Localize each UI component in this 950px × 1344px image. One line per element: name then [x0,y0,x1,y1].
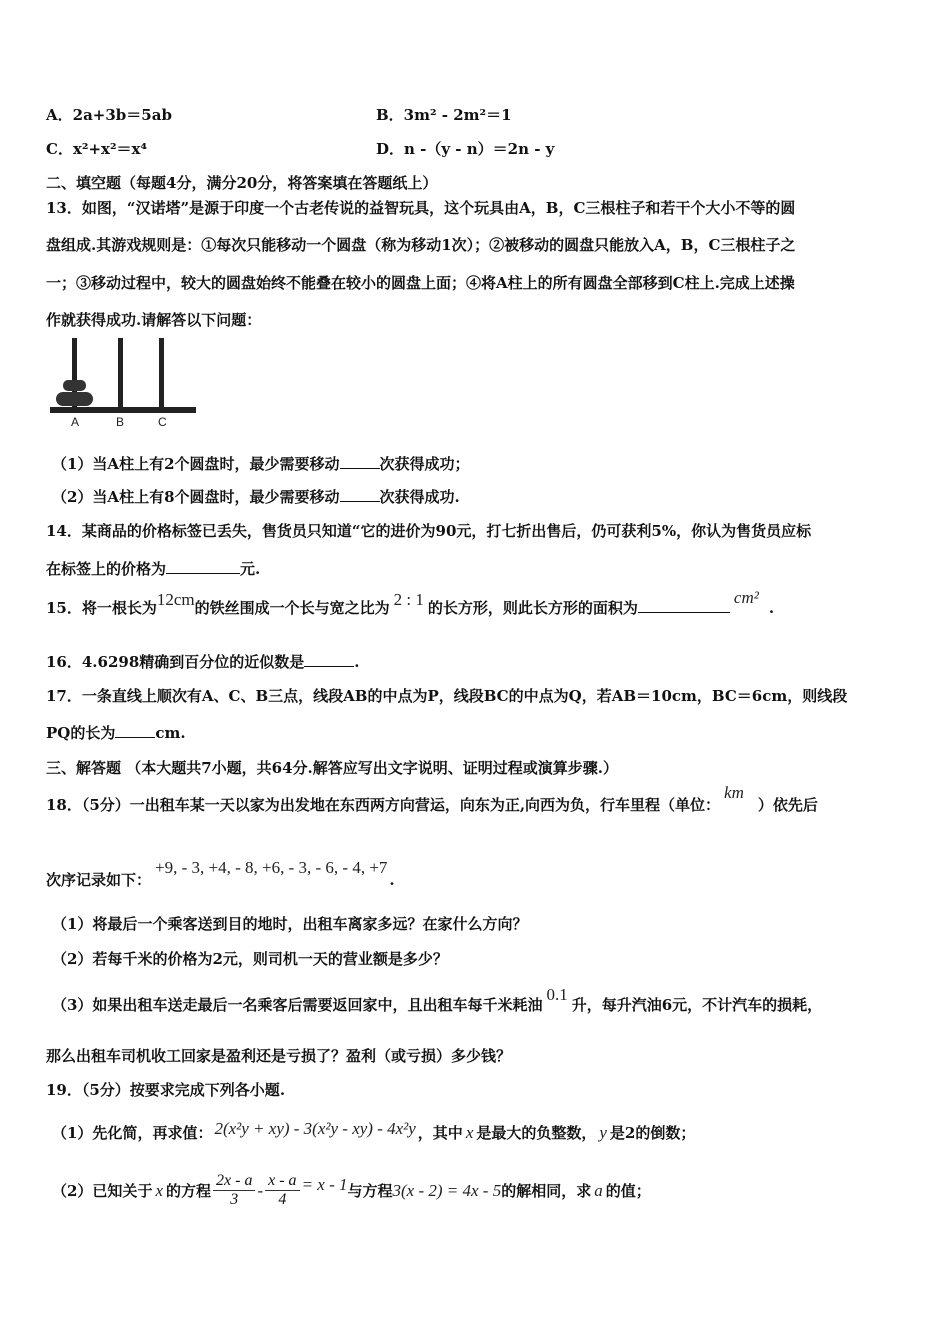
q19-var-x: x [465,1123,474,1142]
q18-line-2 [46,858,395,890]
q19-expression: 2(x²y + xy) - 3(x²y - xy) - 4x²y [214,1119,416,1138]
q13-line-1: 13．如图，“汉诺塔”是源于印度一个古老传说的益智玩具，这个玩具由A，B，C三根柱子和若干个大小不等的圆 [46,199,796,217]
q15-ratio: 2 : 1 [393,590,424,609]
q18-sub-2: （2）若每千米的价格为2元，则司机一天的营业额是多少？ [52,950,448,968]
option-b: B．3m² - 2m²＝1 [376,106,512,124]
minus-sign: - [257,1180,264,1200]
q17-line-2 [46,722,186,743]
q15-text-c: 的长方形，则此长方形的面积为 [427,599,638,617]
option-d: D．n -（y - n）＝2n - y [376,140,555,158]
q17-line-2-text: PQ的长为 [46,724,116,742]
base-bar [50,407,196,413]
peg-b [118,338,123,410]
answer-blank[interactable] [304,652,354,667]
q19-sub-1 [52,1119,696,1143]
equation-rhs: = x - 1 [301,1174,348,1194]
q18-text-d: . [389,871,395,889]
label-b: B [116,415,125,429]
option-a: A．2a+3b＝5ab [46,106,172,124]
q19-var-y: y [599,1123,607,1142]
q19-title: 19．（5分）按要求完成下列各小题. [46,1081,286,1099]
fraction-1-denominator: 3 [230,1191,239,1208]
q15-end: . [768,599,775,617]
q15-text-a: 15．将一根长为 [46,599,157,617]
q18-text-a: 18．（5分）一出租车某一天以家为出发地在东西两方向营运，向东为正,向西为负，行车里程（单位： [46,796,721,814]
disk-small [63,380,86,391]
q17-line-2-tail: cm. [155,724,186,742]
q18-records: +9, - 3, +4, - 8, +6, - 3, - 6, - 4, +7 [155,858,388,877]
q18-sub-1: （1）将最后一个乘客送到目的地时，出租车离家多远？在家什么方向？ [52,915,528,933]
q15-text-b: 的铁丝围成一个长与宽之比为 [194,599,390,617]
label-c: C [158,415,167,429]
answer-blank[interactable] [638,598,730,613]
q19-sub-2-c: 与方程 [347,1182,393,1200]
q18-fuel: 0.1 [546,985,568,1004]
q19-sub-2-d: 的解相同，求 [501,1182,592,1200]
q13-line-3: 一；③移动过程中，较大的圆盘始终不能叠在较小的圆盘上面；④将A柱上的所有圆盘全部移到C柱上.完成上述操 [46,274,795,292]
q15-unit: cm² [733,588,759,607]
q16-line [46,651,360,672]
peg-c [159,338,164,410]
equation-2: 3(x - 2) = 4x - 5 [392,1180,502,1200]
q13-sub-2 [52,486,460,507]
q19-sub-2 [52,1172,651,1209]
q19-sub-2-x: x [155,1180,163,1200]
q19-sub-2-b: 的方程 [166,1182,212,1200]
q18-sub-3-text: （3）如果出租车送走最后一名乘客后需要返回家中，且出租车每千米耗油 [52,996,543,1014]
fraction-1-numerator: 2x - a [213,1172,255,1191]
q14-line-2 [46,558,260,579]
q18-sub-3-tail: 升，每升汽油6元，不计汽车的损耗， [571,996,823,1014]
fraction-2-denominator: 4 [278,1191,287,1208]
q18-line-last: 那么出租车司机收工回家是盈利还是亏损了？盈利（或亏损）多少钱？ [46,1047,512,1065]
q13-sub-2-tail: 次获得成功. [379,488,460,506]
q17-line-1: 17．一条直线上顺次有A、C、B三点，线段AB的中点为P，线段BC的中点为Q，若AB＝10cm，BC＝6cm，则线段 [46,687,848,705]
q13-line-2: 盘组成.其游戏规则是：①每次只能移动一个圆盘（称为移动1次）；②被移动的圆盘只能放入A，B，C三根柱子之 [46,236,796,254]
q14-line-2-text: 在标签上的价格为 [46,560,167,578]
q19-sub-1-text: （1）先化简，再求值： [52,1124,213,1142]
fraction-2-numerator: x - a [265,1172,299,1191]
disk-large [56,392,93,406]
q14-line-1: 14．某商品的价格标签已丢失，售货员只知道“它的进价为90元，打七折出售后，仍可获利5%，你认为售货员应标 [46,522,812,540]
q13-sub-1 [52,453,470,474]
q13-sub-1-text: （1）当A柱上有2个圆盘时，最少需要移动 [52,455,340,473]
fraction-1 [213,1172,255,1209]
q19-var-a: a [594,1180,603,1200]
q14-line-2-tail: 元. [240,560,261,578]
q15-line [46,588,775,618]
answer-blank[interactable] [115,723,155,738]
q18-text-c: 次序记录如下： [46,871,152,889]
q19-sub-1-c: 是最大的负整数， [476,1124,597,1142]
q13-sub-2-text: （2）当A柱上有8个圆盘时，最少需要移动 [52,488,340,506]
answer-blank[interactable] [340,487,380,502]
q18-sub-3 [52,985,823,1015]
q19-sub-2-text: （2）已知关于 [52,1182,153,1200]
option-c: C．x²+x²＝x⁴ [46,140,148,158]
q15-length: 12cm [156,590,195,609]
q19-sub-1-b: ，其中 [417,1124,463,1142]
q13-line-4: 作就获得成功.请解答以下问题： [46,311,262,329]
answer-blank[interactable] [340,454,380,469]
q16-end: . [354,653,360,671]
q19-sub-1-d: 是2的倒数； [609,1124,696,1142]
q18-line-1 [46,783,818,815]
answer-blank[interactable] [166,559,240,574]
section-3-heading: 三、解答题 （本大题共7小题，共64分.解答应写出文字说明、证明过程或演算步骤.） [46,759,618,777]
q18-unit: km [724,783,744,802]
fraction-2 [265,1172,299,1209]
q16-text: 16．4.6298精确到百分位的近似数是 [46,653,305,671]
q13-sub-1-tail: 次获得成功； [379,455,470,473]
label-a: A [71,415,80,429]
q19-sub-2-e: 的值； [605,1182,651,1200]
q18-text-b: ）依先后 [757,796,818,814]
hanoi-tower-figure [48,338,198,430]
section-2-heading: 二、填空题（每题4分，满分20分，将答案填在答题纸上） [46,174,438,192]
